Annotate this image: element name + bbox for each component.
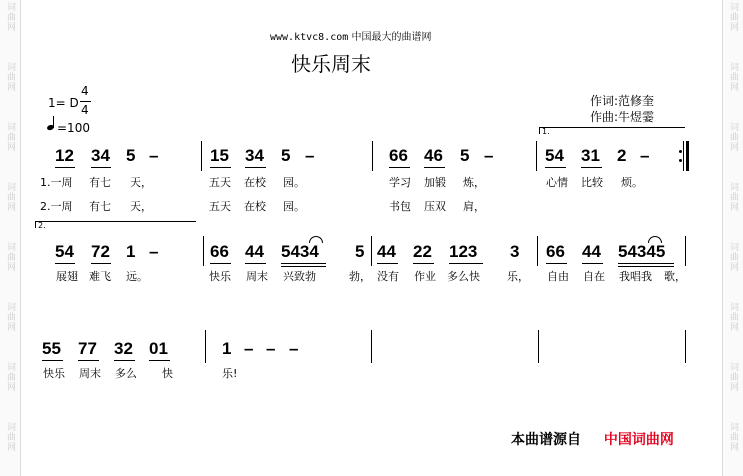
- beam-double-underline: [281, 266, 326, 267]
- beam-underline: [546, 263, 567, 264]
- lyric: 远。: [126, 270, 148, 283]
- tempo-marking: =100: [57, 121, 90, 135]
- beam-underline: [377, 263, 398, 264]
- lyric: 五天: [209, 200, 231, 213]
- quarter-note-icon: [46, 124, 54, 131]
- dash: –: [266, 339, 276, 358]
- site-url[interactable]: www.ktvc8.com: [270, 32, 349, 43]
- note-group: 34: [91, 146, 110, 165]
- lyric: 有七: [89, 200, 111, 213]
- bar-line: [685, 236, 686, 266]
- repeat-dot: [679, 150, 682, 153]
- lyric: 多么: [115, 367, 137, 380]
- note: 2: [617, 146, 627, 165]
- note: 5: [460, 146, 470, 165]
- beam-underline: [149, 360, 170, 361]
- lyric: 烦。: [621, 176, 643, 189]
- lyric: 难飞: [89, 270, 111, 283]
- note-group: 44: [582, 242, 601, 261]
- lyric: 乐!: [222, 367, 238, 380]
- dash: –: [149, 242, 159, 261]
- beam-underline: [449, 263, 483, 264]
- beam-underline: [424, 167, 445, 168]
- note-group: 72: [91, 242, 110, 261]
- lyric: 快乐: [43, 367, 65, 380]
- watermark-text: 词曲网: [728, 302, 738, 332]
- beam-underline: [114, 360, 135, 361]
- right-watermark-strip: [722, 0, 743, 476]
- lyric: 我唱我: [619, 270, 652, 283]
- bar-line: [372, 141, 373, 171]
- lyric: 天，: [130, 200, 152, 213]
- bar-line: [685, 330, 686, 363]
- lyric: 天，: [130, 176, 152, 189]
- time-sig-line: [80, 101, 91, 102]
- bar-line: [536, 141, 537, 171]
- left-watermark-strip: [0, 0, 21, 476]
- note-group: 54345: [618, 242, 666, 261]
- note-group: 44: [245, 242, 264, 261]
- source-label: 本曲谱源自: [511, 432, 581, 448]
- lyric: 在校: [244, 176, 266, 189]
- lyric: 周末: [79, 367, 101, 380]
- lyric: 多么快: [447, 270, 480, 283]
- beam-underline: [581, 167, 602, 168]
- lyric: 乐，: [507, 270, 529, 283]
- note-group: 32: [114, 339, 133, 358]
- note: 1: [222, 339, 232, 358]
- lyric: 压双: [424, 200, 446, 213]
- note-group: 54: [545, 146, 564, 165]
- note-group: 54: [55, 242, 74, 261]
- note-group: 66: [210, 242, 229, 261]
- beam-underline: [78, 360, 99, 361]
- lyric: 心情: [546, 176, 568, 189]
- dash: –: [149, 146, 159, 165]
- bar-line: [201, 141, 202, 171]
- repeat-bar-thick: [686, 141, 689, 171]
- note-group: 22: [413, 242, 432, 261]
- note-group: 01: [149, 339, 168, 358]
- bar-line: [537, 236, 538, 266]
- note-group: 44: [377, 242, 396, 261]
- note-group: 34: [245, 146, 264, 165]
- watermark-text: 词曲网: [728, 2, 738, 32]
- lyric: 1.一周: [40, 176, 73, 189]
- second-ending-label: 2.: [38, 221, 46, 230]
- song-title: 快乐周末: [291, 52, 371, 76]
- bar-line: [371, 236, 372, 266]
- beam-underline: [582, 263, 603, 264]
- beam-double-underline: [618, 266, 674, 267]
- beam-underline: [91, 167, 111, 168]
- beam-underline: [42, 360, 63, 361]
- bar-line: [205, 330, 206, 363]
- note-group: 66: [389, 146, 408, 165]
- watermark-text: 词曲网: [5, 62, 15, 92]
- watermark-text: 词曲网: [5, 362, 15, 392]
- beam-underline: [210, 263, 231, 264]
- lyric: 加锻: [424, 176, 446, 189]
- note: 5: [355, 242, 365, 261]
- note: 5: [126, 146, 136, 165]
- note-group: 77: [78, 339, 97, 358]
- time-sig-numerator: 4: [81, 84, 89, 98]
- note: 3: [510, 242, 520, 261]
- watermark-text: 词曲网: [5, 182, 15, 212]
- watermark-text: 词曲网: [5, 2, 15, 32]
- note: 5: [281, 146, 291, 165]
- lyric: 兴致勃: [283, 270, 316, 283]
- beam-underline: [55, 263, 75, 264]
- source-footer: [511, 429, 674, 449]
- site-slogan: 中国最大的曲谱网: [351, 32, 432, 43]
- beam-underline: [281, 263, 326, 264]
- time-sig-denominator: 4: [81, 103, 89, 117]
- note-group: 46: [424, 146, 443, 165]
- lyric: 勃，: [349, 270, 371, 283]
- beam-underline: [91, 263, 111, 264]
- second-ending-bracket: [35, 221, 196, 228]
- dash: –: [289, 339, 299, 358]
- watermark-text: 词曲网: [728, 182, 738, 212]
- bar-line: [203, 236, 204, 266]
- lyric: 展翅: [56, 270, 78, 283]
- first-ending-bracket: [539, 127, 685, 134]
- dash: –: [305, 146, 315, 165]
- watermark-text: 词曲网: [728, 362, 738, 392]
- note-group: 66: [546, 242, 565, 261]
- note-group: 12: [55, 146, 74, 165]
- lyric: 比较: [581, 176, 603, 189]
- beam-underline: [389, 167, 410, 168]
- lyricist-credit: 作词:范修奎: [590, 94, 655, 108]
- watermark-text: 词曲网: [728, 62, 738, 92]
- watermark-text: 词曲网: [5, 242, 15, 272]
- beam-underline: [210, 167, 231, 168]
- site-line: [270, 28, 431, 43]
- lyric: 肩，: [463, 200, 485, 213]
- lyric: 作业: [414, 270, 436, 283]
- lyric: 快: [162, 367, 173, 380]
- lyric: 学习: [389, 176, 411, 189]
- lyric: 炼，: [463, 176, 485, 189]
- note-group: 5434: [281, 242, 319, 261]
- lyric: 自由: [547, 270, 569, 283]
- lyric: 书包: [389, 200, 411, 213]
- repeat-bar-line: [683, 141, 684, 171]
- repeat-dot: [679, 159, 682, 162]
- note-group: 55: [42, 339, 61, 358]
- brand-link[interactable]: 中国词曲网: [603, 432, 674, 448]
- dash: –: [244, 339, 254, 358]
- note-group: 15: [210, 146, 229, 165]
- note-group: 123: [449, 242, 478, 261]
- dash: –: [640, 146, 650, 165]
- lyric: 五天: [209, 176, 231, 189]
- beam-underline: [245, 263, 266, 264]
- bar-line: [538, 330, 539, 363]
- watermark-text: 词曲网: [728, 422, 738, 452]
- beam-underline: [618, 263, 674, 264]
- lyric: 快乐: [209, 270, 231, 283]
- lyric: 园。: [283, 200, 305, 213]
- lyric: 园。: [283, 176, 305, 189]
- lyric: 在校: [244, 200, 266, 213]
- lyric: 2.一周: [40, 200, 73, 213]
- note: 1: [126, 242, 136, 261]
- lyric: 有七: [89, 176, 111, 189]
- watermark-text: 词曲网: [728, 242, 738, 272]
- lyric: 周末: [246, 270, 268, 283]
- watermark-text: 词曲网: [728, 122, 738, 152]
- beam-underline: [245, 167, 266, 168]
- watermark-text: 词曲网: [5, 302, 15, 332]
- lyric: 歌，: [664, 270, 686, 283]
- bar-line: [371, 330, 372, 363]
- beam-underline: [545, 167, 566, 168]
- beam-underline: [413, 263, 434, 264]
- dash: –: [484, 146, 494, 165]
- watermark-text: 词曲网: [5, 422, 15, 452]
- composer-credit: 作曲:牛煜霎: [590, 110, 655, 124]
- lyric: 没有: [377, 270, 399, 283]
- watermark-text: 词曲网: [5, 122, 15, 152]
- beam-underline: [55, 167, 75, 168]
- key-signature: 1= D: [48, 96, 79, 110]
- lyric: 自在: [583, 270, 605, 283]
- first-ending-label: 1.: [542, 127, 550, 136]
- note-group: 31: [581, 146, 600, 165]
